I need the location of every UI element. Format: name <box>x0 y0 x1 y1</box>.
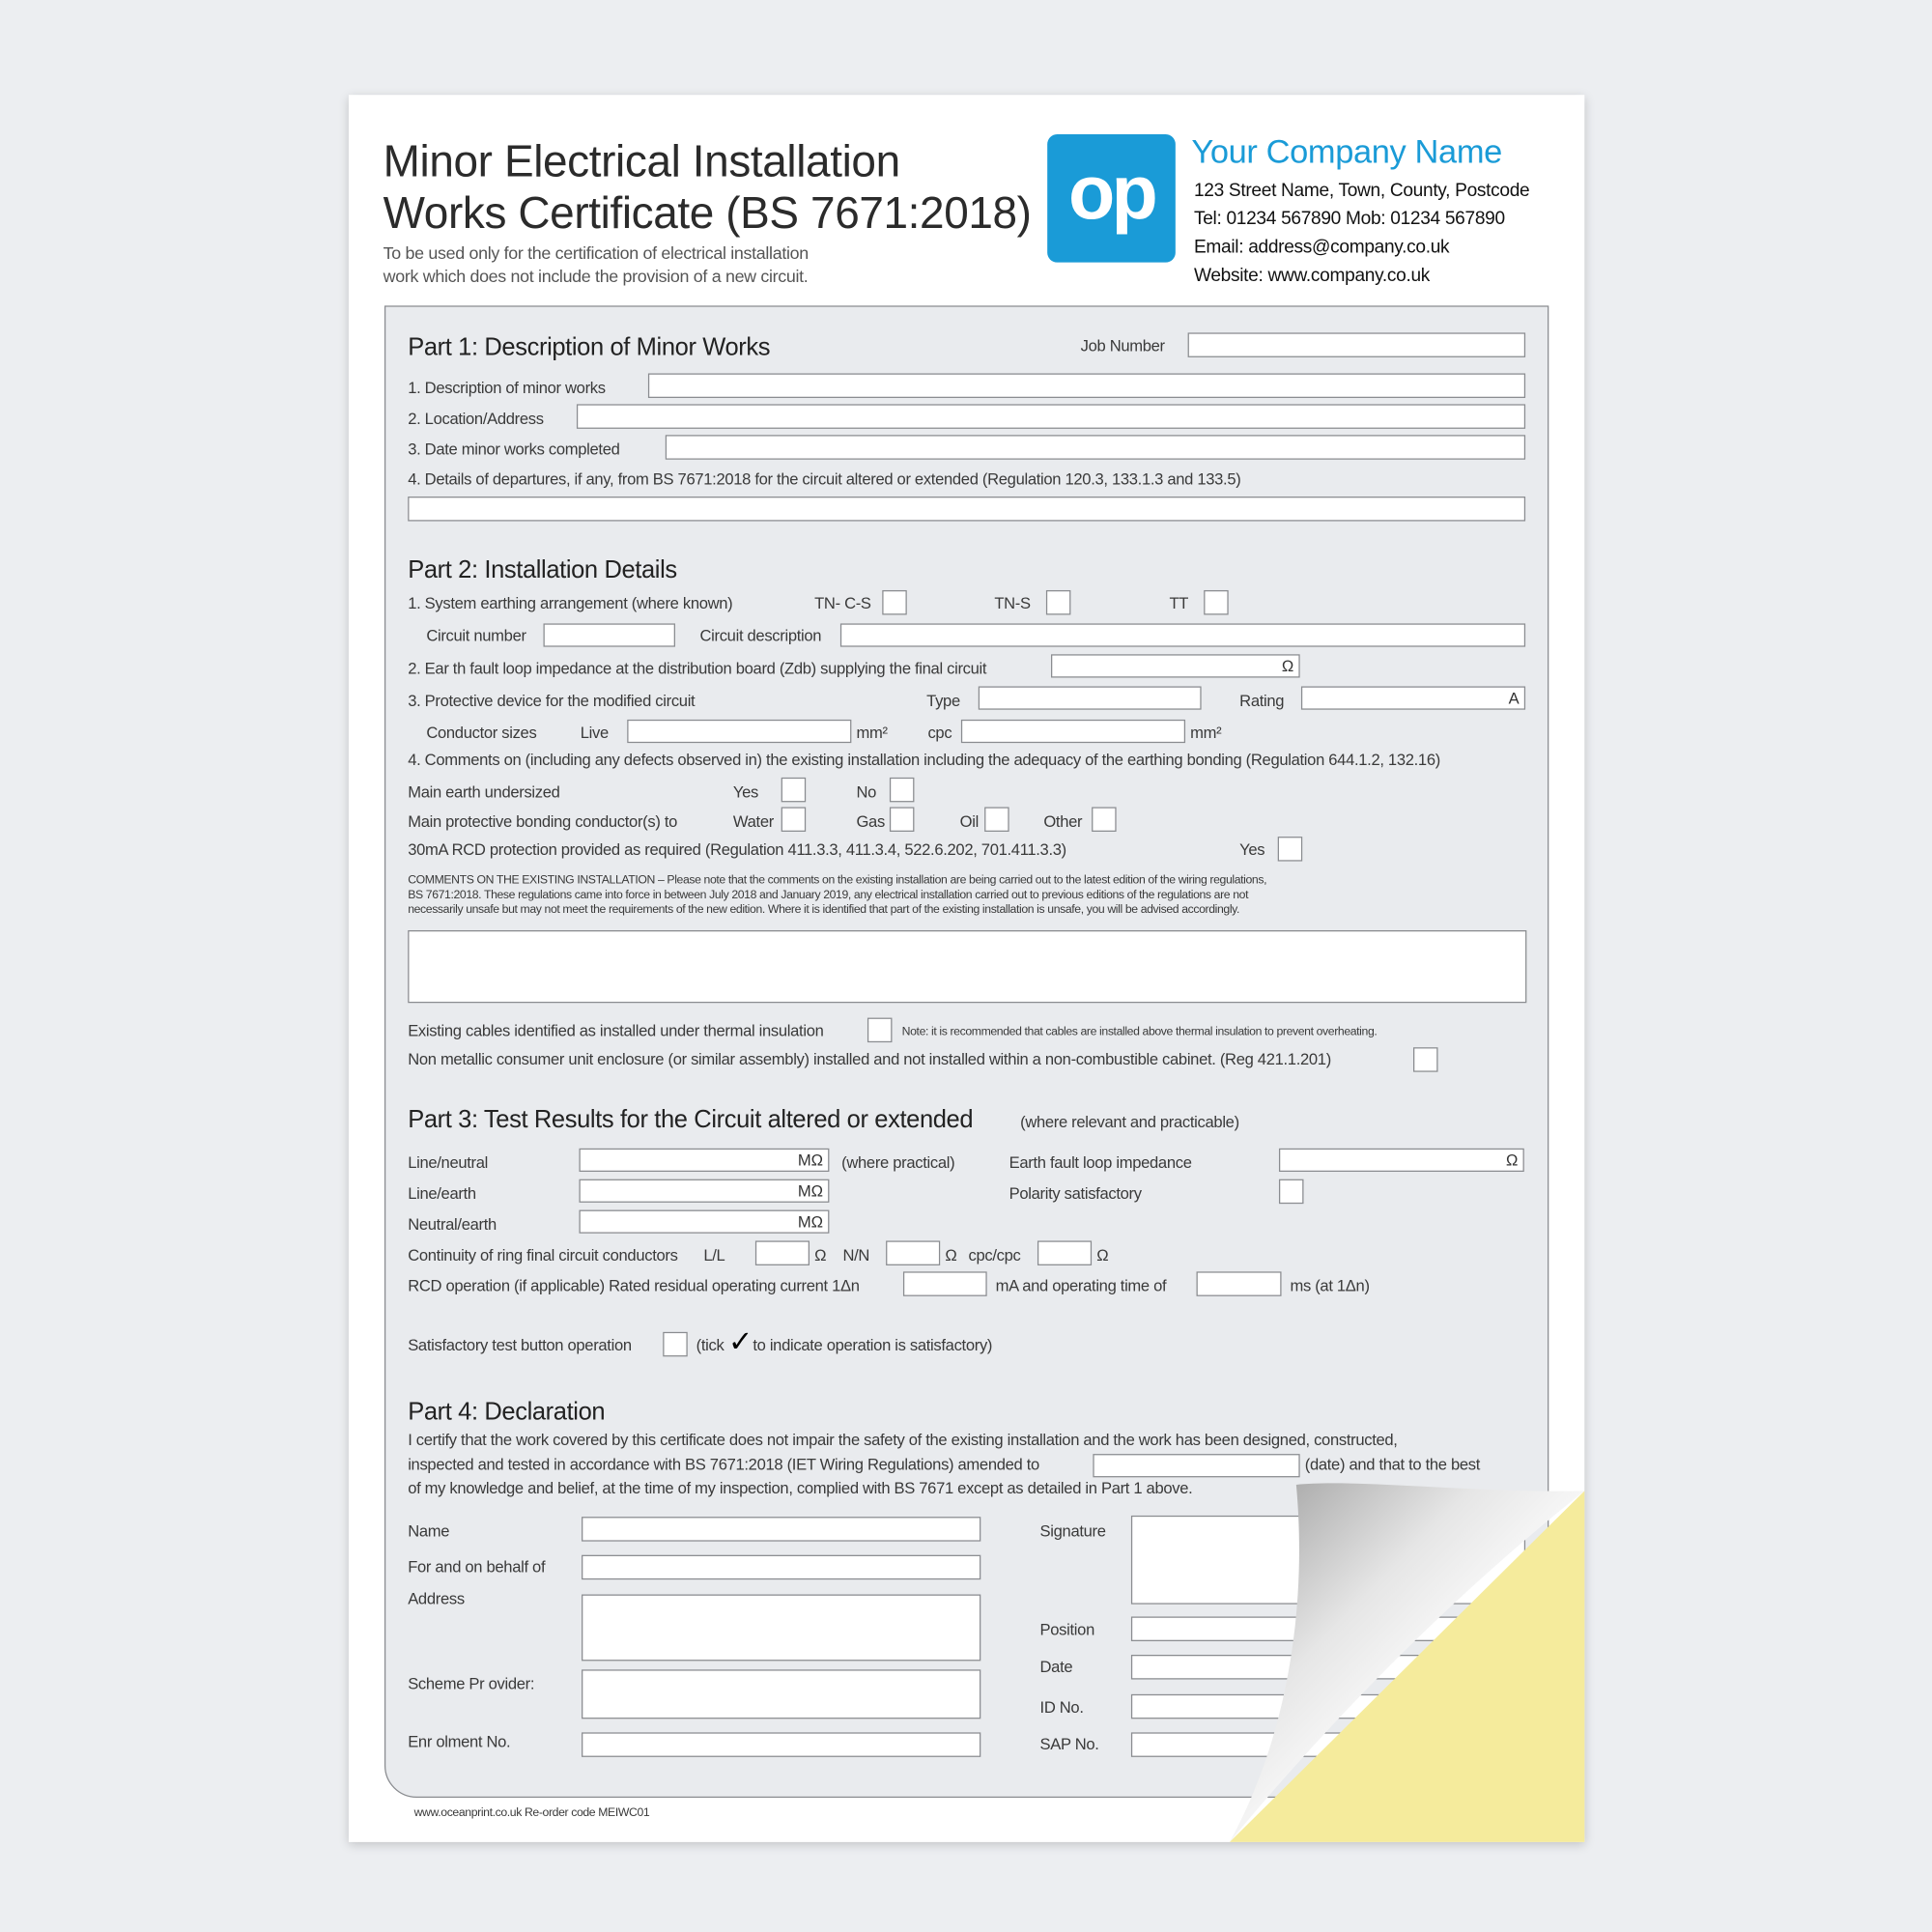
earthing-label: 1. System earthing arrangement (where known) <box>408 593 733 612</box>
rcd-operation-label: RCD operation (if applicable) Rated residual operating current 1Δn <box>408 1276 860 1295</box>
ohm-unit: Ω <box>1506 1151 1519 1170</box>
behalf-label: For and on behalf of <box>408 1557 546 1577</box>
polarity-label: Polarity satisfactory <box>1009 1183 1142 1203</box>
no-label: No <box>856 781 877 802</box>
nn-label: N/N <box>842 1245 870 1264</box>
tick-close-text: to indicate operation is satisfactory) <box>753 1335 993 1354</box>
live-label: Live <box>580 723 609 742</box>
declaration-line-1: I certify that the work covered by this certificate does not impair the safety of the existing installation and the work has been designed, constructed, <box>408 1430 1398 1449</box>
title-line-2: Works Certificate (BS 7671:2018) <box>383 186 1032 239</box>
gas-label: Gas <box>856 811 885 831</box>
ohm-unit: Ω <box>814 1245 827 1264</box>
tick-icon: ✓ <box>727 1325 753 1359</box>
scheme-provider-label: Scheme Pr ovider: <box>408 1674 535 1693</box>
declaration-line-2a: inspected and tested in accordance with BS 7671:2018 (IET Wiring Regulations) amended to <box>408 1455 1039 1474</box>
comments-note-line-1: COMMENTS ON THE EXISTING INSTALLATION – Please note that the comments on the existing installation are being carried out to the latest edition of the wiring regulations, <box>408 873 1267 888</box>
efli-label: Earth fault loop impedance <box>1009 1152 1192 1173</box>
date-label: Date <box>1039 1657 1073 1676</box>
id-no-label: ID No. <box>1039 1697 1084 1717</box>
main-earth-label: Main earth undersized <box>408 781 560 802</box>
subtitle-line-1: To be used only for the certification of electrical installation <box>383 242 809 263</box>
where-practical-label: (where practical) <box>841 1152 955 1173</box>
description-label: 1. Description of minor works <box>408 378 606 397</box>
part2-heading: Part 2: Installation Details <box>408 556 677 584</box>
part4-heading: Part 4: Declaration <box>408 1398 606 1426</box>
line-earth-label: Line/earth <box>408 1183 476 1203</box>
signature-label: Signature <box>1039 1521 1106 1541</box>
tt-label: TT <box>1169 593 1189 612</box>
ohm-unit: Ω <box>1281 656 1294 675</box>
part3-note: (where relevant and practicable) <box>1020 1112 1239 1131</box>
enrolment-label: Enr olment No. <box>408 1732 511 1751</box>
tick-open-text: (tick <box>696 1335 724 1354</box>
thermal-insulation-label: Existing cables identified as installed under thermal insulation <box>408 1021 824 1040</box>
bonding-label: Main protective bonding conductor(s) to <box>408 811 678 831</box>
job-number-label: Job Number <box>1080 336 1165 355</box>
mm2-unit: mm² <box>856 723 888 742</box>
rcd-protection-label: 30mA RCD protection provided as required (Regulation 411.3.3, 411.3.4, 522.6.202, 701.411.3.3) <box>408 839 1066 860</box>
megaohm-unit: MΩ <box>797 1181 824 1201</box>
part1-heading: Part 1: Description of Minor Works <box>408 333 771 361</box>
title-line-1: Minor Electrical Installation <box>383 135 900 186</box>
comments-label: 4. Comments on (including any defects observed in) the existing installation including the adequacy of the earthing bonding (Regulation 644.1.2, 132.16) <box>408 750 1440 769</box>
sap-no-label: SAP No. <box>1039 1734 1099 1754</box>
circuit-number-label: Circuit number <box>426 625 526 645</box>
oil-label: Oil <box>959 811 979 831</box>
name-label: Name <box>408 1521 450 1541</box>
address-label: Address <box>408 1589 465 1608</box>
other-label: Other <box>1043 811 1083 831</box>
rating-label: Rating <box>1239 691 1285 710</box>
company-name: Your Company Name <box>1191 132 1502 171</box>
ll-label: L/L <box>703 1245 725 1264</box>
ma-label: mA and operating time of <box>995 1276 1167 1295</box>
cpc-cpc-label: cpc/cpc <box>968 1245 1021 1264</box>
water-label: Water <box>732 811 774 831</box>
ohm-unit: Ω <box>945 1245 957 1264</box>
position-label: Position <box>1039 1620 1094 1639</box>
circuit-description-label: Circuit description <box>699 625 822 645</box>
comments-note-line-2: BS 7671:2018. These regulations came into force in between July 2018 and January 2019, any electrical installation carried out to previous editions of the regulations are not <box>408 888 1249 902</box>
company-tel: Tel: 01234 567890 Mob: 01234 567890 <box>1193 208 1505 230</box>
cpc-label: cpc <box>927 723 952 742</box>
protective-device-label: 3. Protective device for the modified circuit <box>408 691 696 710</box>
yes-label: Yes <box>1239 839 1265 860</box>
thermal-note: Note: it is recommended that cables are installed above thermal insulation to prevent overheating. <box>901 1025 1378 1039</box>
neutral-earth-label: Neutral/earth <box>408 1214 497 1234</box>
continuity-label: Continuity of ring final circuit conductors <box>408 1245 678 1264</box>
company-website: Website: www.company.co.uk <box>1193 265 1431 286</box>
test-button-label: Satisfactory test button operation <box>408 1335 632 1354</box>
line-neutral-label: Line/neutral <box>408 1152 489 1173</box>
company-email: Email: address@company.co.uk <box>1193 236 1450 258</box>
footer-reorder-text: www.oceanprint.co.uk Re-order code MEIWC01 <box>413 1805 650 1820</box>
comments-note-line-3: necessarily unsafe but may not meet the requirements of the new edition. Where it is identified that part of the existing installation is unsafe, you will be advised accordingly. <box>408 902 1240 917</box>
logo-text: op <box>1068 150 1154 236</box>
date-completed-label: 3. Date minor works completed <box>408 440 620 459</box>
subtitle-line-2: work which does not include the provision of a new circuit. <box>383 266 809 286</box>
yes-label: Yes <box>732 781 759 802</box>
zdb-label: 2. Ear th fault loop impedance at the distribution board (Zdb) supplying the final circuit <box>408 659 987 678</box>
megaohm-unit: MΩ <box>797 1151 824 1170</box>
amp-unit: A <box>1508 689 1520 708</box>
company-address: 123 Street Name, Town, County, Postcode <box>1193 180 1530 201</box>
part3-heading: Part 3: Test Results for the Circuit altered or extended <box>408 1106 974 1134</box>
ms-label: ms (at 1Δn) <box>1290 1276 1370 1295</box>
declaration-line-3: of my knowledge and belief, at the time of my inspection, complied with BS 7671 except as detailed in Part 1 above. <box>408 1478 1193 1497</box>
declaration-line-2b: (date) and that to the best <box>1304 1455 1481 1474</box>
tns-label: TN-S <box>994 593 1031 612</box>
tncs-label: TN- C-S <box>814 593 871 612</box>
mm2-unit: mm² <box>1190 723 1222 742</box>
megaohm-unit: MΩ <box>797 1212 824 1232</box>
conductor-sizes-label: Conductor sizes <box>426 723 537 742</box>
departures-label: 4. Details of departures, if any, from BS 7671:2018 for the circuit altered or extended (Regulation 120.3, 133.1.3 and 133.5) <box>408 469 1241 489</box>
location-label: 2. Location/Address <box>408 409 544 428</box>
non-metallic-label: Non metallic consumer unit enclosure (or similar assembly) installed and not installed within a non-combustible cabinet. (Reg 421.1.201) <box>408 1049 1331 1068</box>
type-label: Type <box>926 691 960 710</box>
ohm-unit: Ω <box>1096 1245 1109 1264</box>
